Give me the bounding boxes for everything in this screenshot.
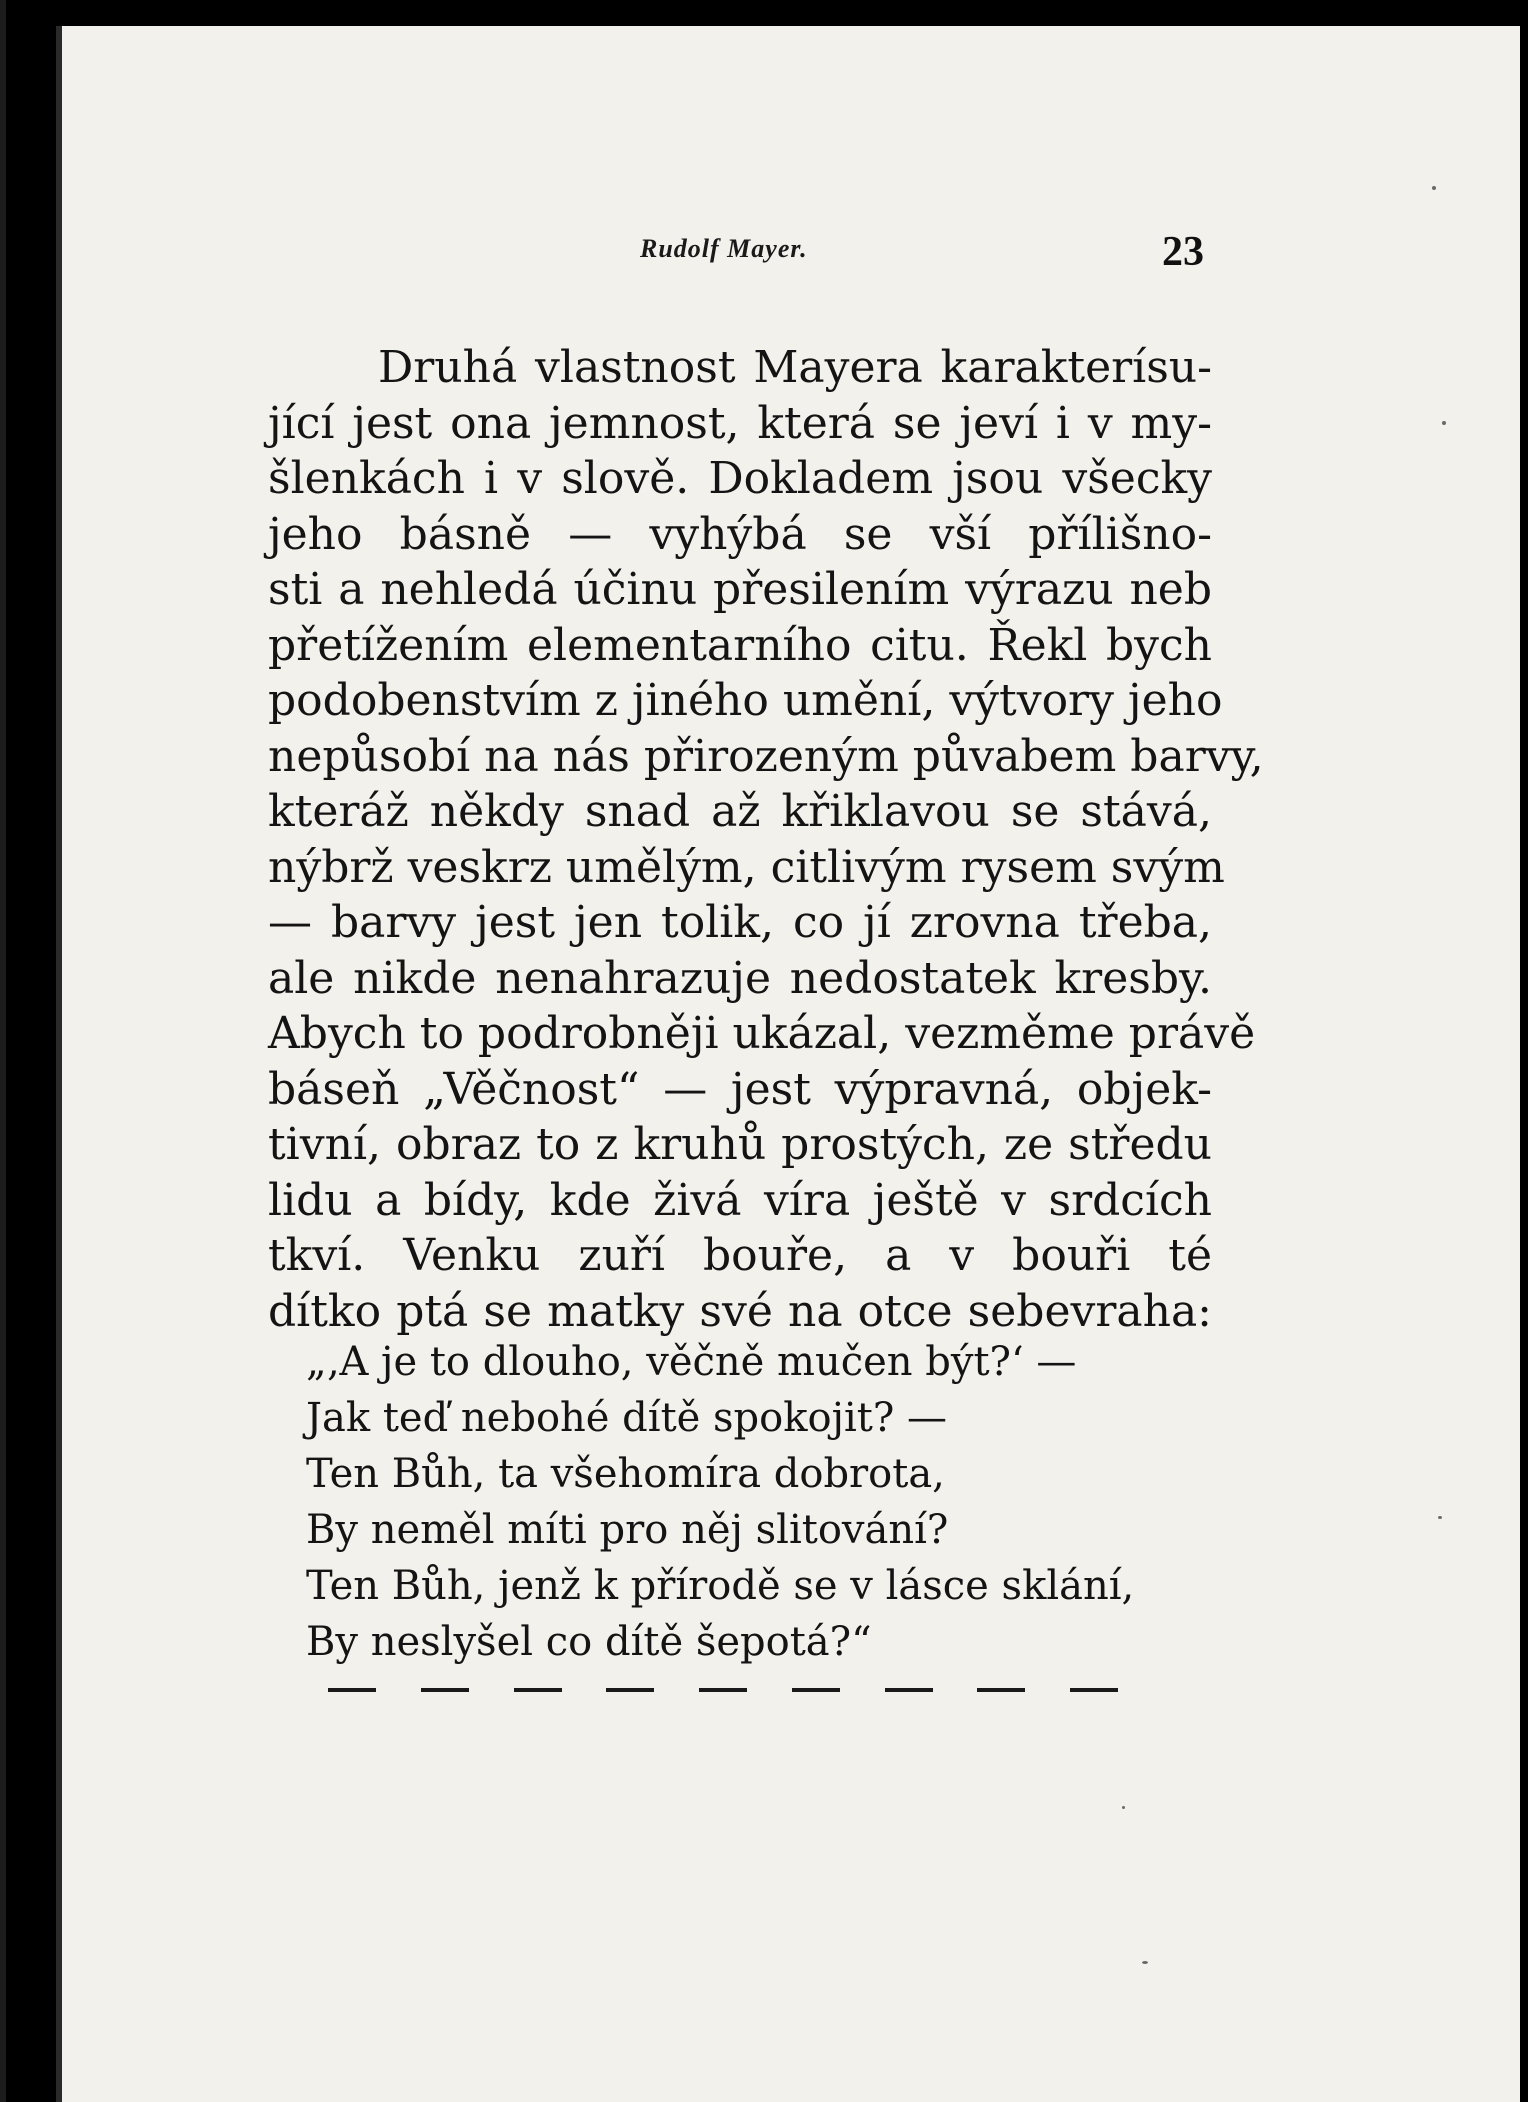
poem-line: By neměl míti pro něj slitování? xyxy=(306,1507,949,1553)
paragraph-line: sti a nehledá účinu přesilením výrazu neb xyxy=(268,564,1212,615)
poem-quotation xyxy=(306,1334,1134,1670)
poem-line: By neslyšel co dítě šepotá?“ xyxy=(306,1619,872,1665)
paragraph-line: nýbrž veskrz umělým, citlivým rysem svým xyxy=(268,841,1225,893)
scan-speck xyxy=(1122,1806,1125,1809)
separator-dash xyxy=(1070,1688,1118,1692)
scan-speck xyxy=(1142,1961,1148,1964)
left-scan-edge xyxy=(0,0,6,2102)
separator-dash xyxy=(606,1688,654,1692)
paragraph-line: báseň „Věčnost“ — jest výpravná, objek- xyxy=(268,1063,1212,1115)
body-paragraph xyxy=(268,340,1264,1339)
poem-line: Ten Bůh, jenž k přírodě se v lásce sklání, xyxy=(306,1563,1135,1609)
paragraph-line: tivní, obraz to z kruhů prostých, ze středu xyxy=(268,1119,1212,1170)
scan-speck xyxy=(1442,421,1446,425)
paragraph-line: Druhá vlastnost Mayera karakterísu- xyxy=(378,342,1212,393)
paragraph-line: přetížením elementarního citu. Řekl bych xyxy=(268,619,1212,671)
paragraph-line: podobenstvím z jiného umění, výtvory jeho xyxy=(268,675,1223,726)
paragraph-line: lidu a bídy, kde živá víra ještě v srdcích xyxy=(268,1174,1212,1226)
paragraph-line: Abych to podrobněji ukázal, vezměme právě xyxy=(268,1008,1256,1059)
separator-dash xyxy=(421,1688,469,1692)
separator-dash xyxy=(885,1688,933,1692)
paragraph-line: nepůsobí na nás přirozeným půvabem barvy, xyxy=(268,730,1264,782)
running-head-title: Rudolf Mayer. xyxy=(640,234,808,263)
paragraph-line: — barvy jest jen tolik, co jí zrovna třeba, xyxy=(268,897,1212,948)
scan-speck xyxy=(1432,186,1436,190)
separator-dash xyxy=(977,1688,1025,1692)
paragraph-line: ale nikde nenahrazuje nedostatek kresby. xyxy=(268,952,1212,1004)
paragraph-line: šlenkách i v slově. Dokladem jsou všecky xyxy=(268,453,1212,504)
paragraph-line: tkví. Venku zuří bouře, a v bouři té xyxy=(268,1230,1212,1281)
paragraph-line: dítko ptá se matky své na otce sebevraha: xyxy=(268,1285,1212,1337)
paragraph-line: jeho básně — vyhýbá se vší přílišno- xyxy=(268,508,1212,560)
separator-dash xyxy=(792,1688,840,1692)
paragraph-line: kteráž někdy snad až křiklavou se stává, xyxy=(268,786,1212,837)
poem-line: „‚A je to dlouho, věčně mučen být?‘ — xyxy=(306,1339,1077,1385)
separator-dash xyxy=(699,1688,747,1692)
paragraph-line: jící jest ona jemnost, která se jeví i v my- xyxy=(268,397,1212,449)
scan-speck xyxy=(1438,1516,1442,1519)
separator-dash xyxy=(328,1688,376,1692)
section-separator xyxy=(328,1688,1118,1692)
poem-line: Ten Bůh, ta všehomíra dobrota, xyxy=(306,1451,945,1497)
poem-line: Jak teď nebohé dítě spokojit? — xyxy=(306,1395,947,1441)
separator-dash xyxy=(514,1688,562,1692)
page-number: 23 xyxy=(1162,229,1204,275)
